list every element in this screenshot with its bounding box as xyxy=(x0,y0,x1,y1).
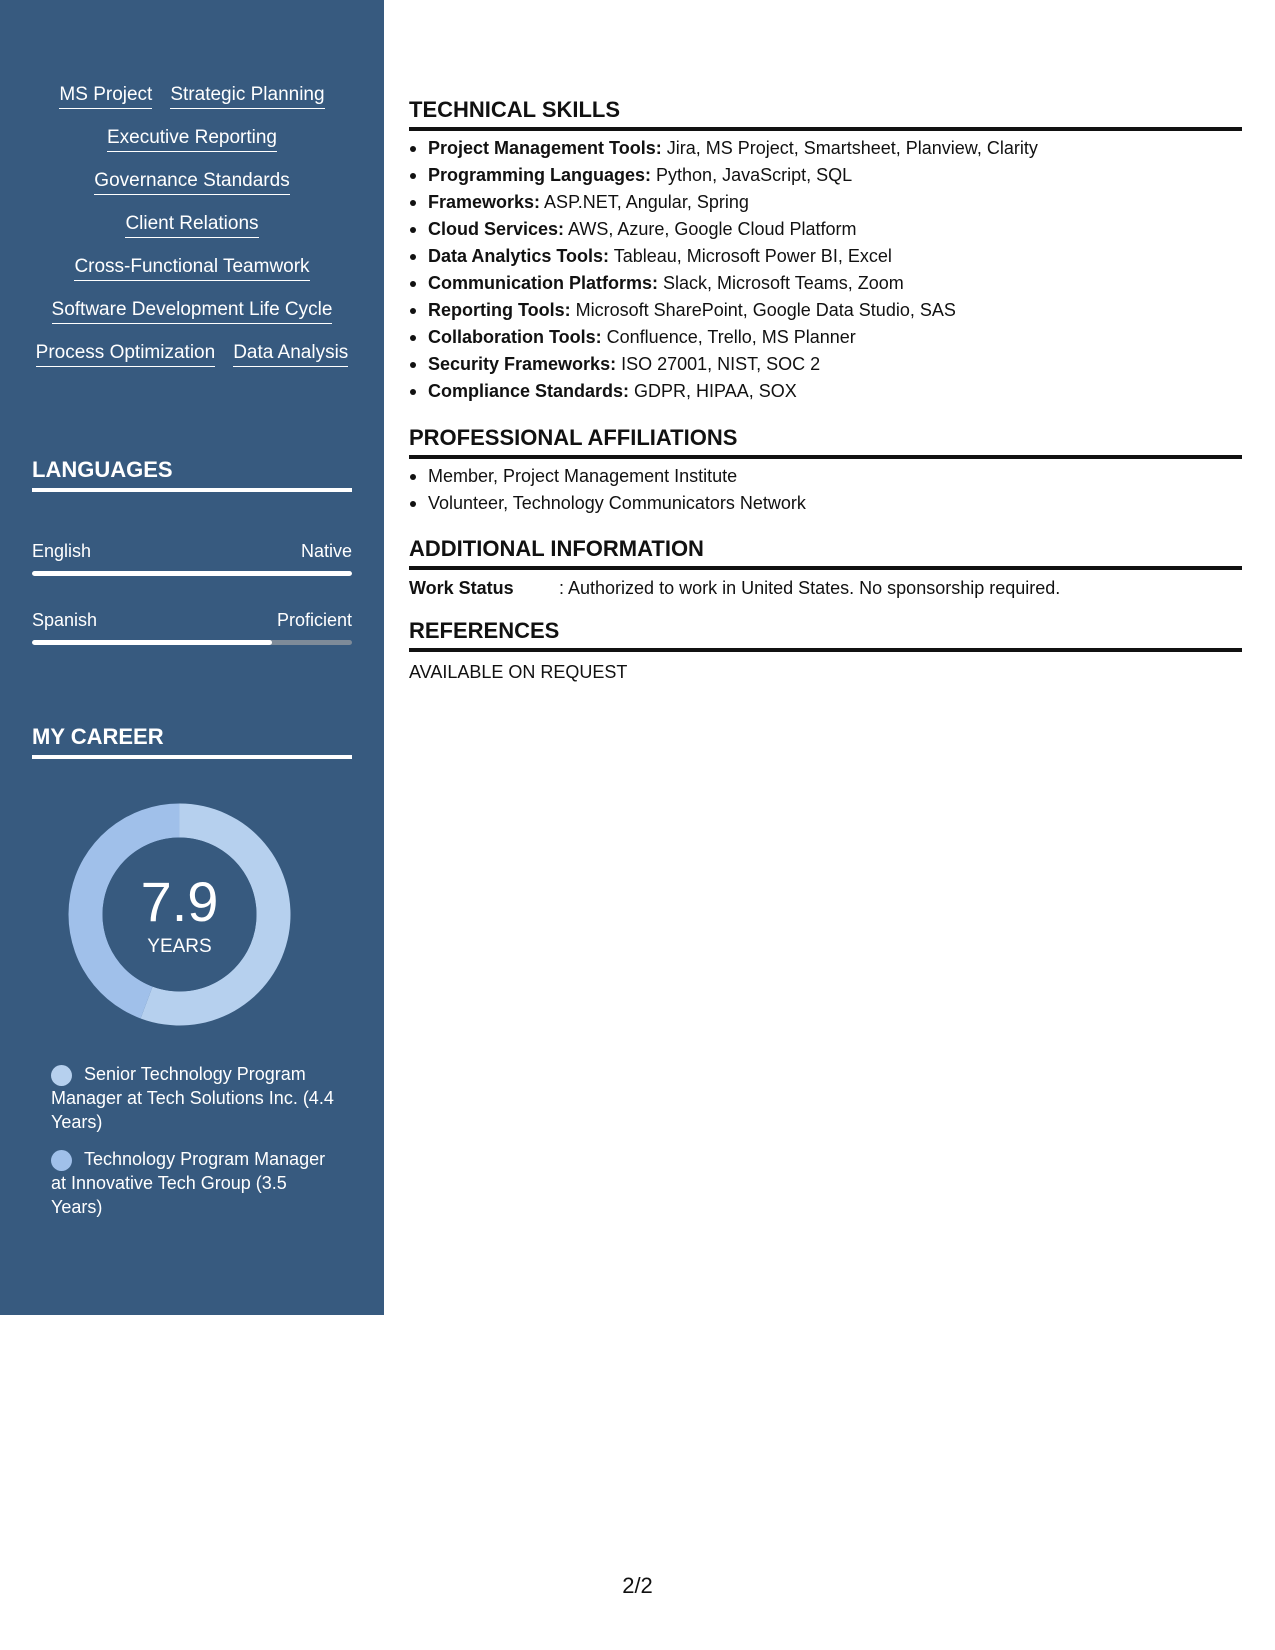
list-item xyxy=(409,270,1242,297)
languages-heading: LANGUAGES xyxy=(32,456,352,492)
career-heading: MY CAREER xyxy=(32,723,352,759)
skill-tag: Client Relations xyxy=(125,213,258,238)
legend-dot-icon xyxy=(51,1065,72,1086)
skill-value: GDPR, HIPAA, SOX xyxy=(629,381,797,401)
language-row-english xyxy=(32,540,352,562)
skill-tag: Governance Standards xyxy=(94,170,289,195)
skill-value: ASP.NET, Angular, Spring xyxy=(540,192,749,212)
language-bar-fill xyxy=(32,640,272,645)
skill-label: Communication Platforms: xyxy=(428,273,659,293)
skill-value: Jira, MS Project, Smartsheet, Planview, Clarity xyxy=(661,138,1038,158)
career-role-text: Technology Program Manager at Innovative Tech Group (3.5 Years) xyxy=(51,1149,326,1217)
list-item: Volunteer, Technology Communicators Network xyxy=(409,490,1242,517)
technical-skills-list xyxy=(409,135,1242,405)
language-bar-spanish xyxy=(32,640,352,645)
work-status-label: Work Status xyxy=(409,578,514,598)
list-item xyxy=(409,216,1242,243)
skill-label: Cloud Services: xyxy=(428,219,565,239)
list-item xyxy=(409,351,1242,378)
skill-value: Microsoft SharePoint, Google Data Studio, SAS xyxy=(570,300,956,320)
career-role xyxy=(51,1147,336,1219)
skill-label: Project Management Tools: xyxy=(428,138,662,158)
language-bar-english xyxy=(32,571,352,576)
references-text: AVAILABLE ON REQUEST xyxy=(409,662,628,682)
list-item xyxy=(409,135,1242,162)
career-legend xyxy=(51,1062,336,1219)
skill-label: Data Analytics Tools: xyxy=(428,246,610,266)
list-item xyxy=(409,243,1242,270)
list-item xyxy=(409,162,1242,189)
career-role-text: Senior Technology Program Manager at Tech Solutions Inc. (4.4 Years) xyxy=(51,1064,334,1132)
additional-info-heading: ADDITIONAL INFORMATION xyxy=(409,535,1242,570)
skill-tag: Software Development Life Cycle xyxy=(52,299,333,324)
skill-label: Security Frameworks: xyxy=(428,354,617,374)
language-level: Proficient xyxy=(276,610,352,630)
legend-dot-icon xyxy=(51,1150,72,1171)
list-item xyxy=(409,297,1242,324)
list-item xyxy=(409,324,1242,351)
career-total-unit: YEARS xyxy=(147,936,212,957)
skill-label: Compliance Standards: xyxy=(428,381,630,401)
list-item xyxy=(409,189,1242,216)
skill-tag: Data Analysis xyxy=(233,342,348,367)
career-total-years: 7.9 xyxy=(140,870,219,933)
language-name: English xyxy=(32,541,92,561)
language-level: Native xyxy=(300,541,352,561)
skill-tag: Process Optimization xyxy=(36,342,216,367)
skill-value: Slack, Microsoft Teams, Zoom xyxy=(658,273,904,293)
references-heading: REFERENCES xyxy=(409,617,1242,652)
skills-cloud xyxy=(32,84,352,367)
career-role xyxy=(51,1062,336,1134)
language-bar-fill xyxy=(32,571,352,576)
skill-tag: Strategic Planning xyxy=(170,84,324,109)
work-status-row xyxy=(409,576,1060,600)
list-item: Member, Project Management Institute xyxy=(409,463,1242,490)
skill-label: Programming Languages: xyxy=(428,165,652,185)
language-name: Spanish xyxy=(32,610,98,630)
skill-value: Confluence, Trello, MS Planner xyxy=(601,327,856,347)
skill-label: Collaboration Tools: xyxy=(428,327,602,347)
skill-tag: Cross-Functional Teamwork xyxy=(74,256,309,281)
work-status-value: : Authorized to work in United States. No sponsorship required. xyxy=(559,578,1061,598)
affiliations-heading: PROFESSIONAL AFFILIATIONS xyxy=(409,424,1242,459)
skill-tag: MS Project xyxy=(59,84,152,109)
language-row-spanish xyxy=(32,609,352,631)
skill-label: Frameworks: xyxy=(428,192,541,212)
skill-tag: Executive Reporting xyxy=(107,127,277,152)
affiliations-list xyxy=(409,463,1242,517)
list-item xyxy=(409,378,1242,405)
skill-value: Python, JavaScript, SQL xyxy=(651,165,853,185)
skill-value: AWS, Azure, Google Cloud Platform xyxy=(564,219,857,239)
page-number: 2/2 xyxy=(622,1573,653,1598)
technical-skills-heading: TECHNICAL SKILLS xyxy=(409,96,1242,131)
skill-value: Tableau, Microsoft Power BI, Excel xyxy=(609,246,892,266)
sidebar xyxy=(0,0,384,1315)
skill-value: ISO 27001, NIST, SOC 2 xyxy=(616,354,821,374)
skill-label: Reporting Tools: xyxy=(428,300,571,320)
